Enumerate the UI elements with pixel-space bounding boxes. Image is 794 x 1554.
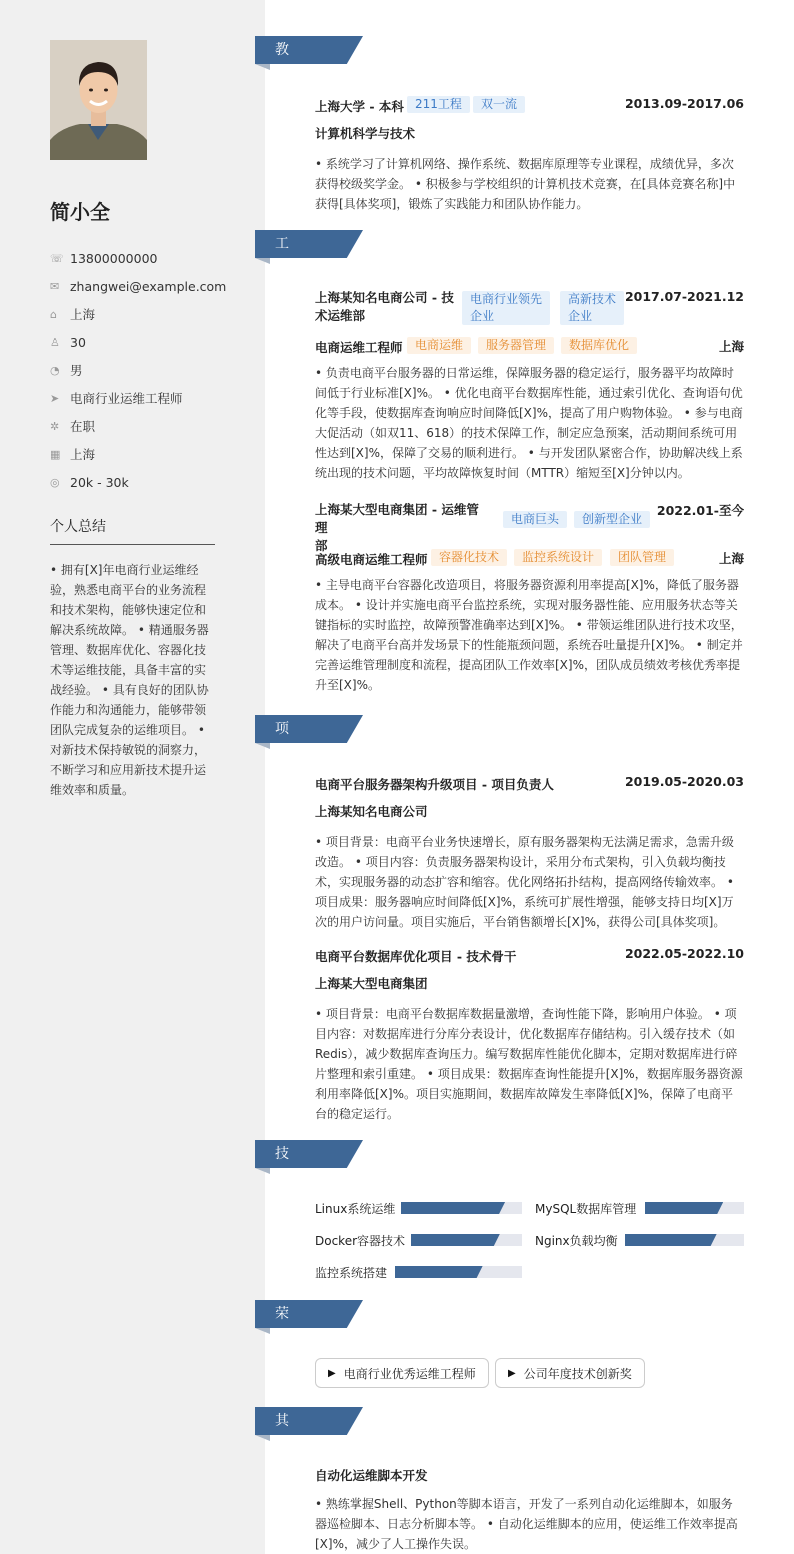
status-icon: ✲ — [50, 419, 60, 433]
company-tag: 高新技术 企业 — [560, 291, 624, 325]
skill-tag: 电商运维 — [407, 337, 471, 354]
salary-icon: ◎ — [50, 475, 60, 489]
education-desc: • 系统学习了计算机网络、操作系统、数据库原理等专业课程，成绩优异，多次获得校级奖学金。 • 积极参与学校组织的计算机技术竞赛，在[具体竞赛名称]中获得[具体奖项]，锻炼了实践能力和团队协作能力。 — [315, 157, 736, 211]
work-desc: • 负责电商平台服务器的日常运维，保障服务器的稳定运行，服务器平均故障时间低于行业标准[X]%。 • 优化电商平台数据库性能，通过索引优化、查询语句优化等手段，使数据库查询响应时间降低[X]%，提高了用户购物体验。 • 参与电商大促活动（如双11、618）的技术保障工作，制定应急预案，活动期间系统可用性达到[X]%，保障了交易的顺利进行。 • 与开发团队紧密合作，协助解决线上系统出现的技术问题，平均故障恢复时间（MTTR）缩短至[X]分钟以内。 — [315, 366, 743, 480]
project-title: 电商平台数据库优化项目 - 技术骨干 — [315, 949, 517, 964]
contact-phone — [50, 244, 226, 272]
skill-name: Linux系统运维 — [315, 1202, 396, 1216]
section-title: 教育经历 — [275, 42, 289, 142]
skill-bar — [401, 1202, 522, 1214]
section-title: 项目经历 — [275, 721, 289, 821]
section-title: 荣誉奖项 — [275, 1306, 289, 1406]
award-item[interactable] — [315, 1358, 489, 1388]
education-date: 2013.09-2017.06 — [624, 96, 744, 111]
section-title: 工作经历 — [275, 236, 289, 336]
company-tag: 电商行业领先 企业 — [462, 291, 550, 325]
contact-text: 男 — [70, 363, 83, 378]
work-location: 上海 — [718, 551, 744, 566]
project-desc: • 项目背景：电商平台业务快速增长，原有服务器架构无法满足需求，急需升级改造。 • 项目内容：负责服务器架构设计，采用分布式架构，引入负载均衡技术，实现服务器的动态扩容和缩容。优化网络拓扑结构，提高网络传输效率。 • 项目成果：服务器响应时间降低[X]%，系统可扩展性增强，能够支持日均[X]万次的用户访问量。项目实施后，平台销售额增长[X]%，获得公司[具体奖项]。 — [315, 835, 734, 929]
skill-tag: 监控系统设计 — [514, 549, 602, 566]
project-date: 2022.05-2022.10 — [624, 946, 744, 961]
contact-text: 30 — [70, 334, 86, 350]
school-tag: 211工程 — [407, 96, 470, 113]
skill-name: MySQL数据库管理 — [535, 1202, 637, 1216]
section-title: 技能专长 — [275, 1146, 289, 1246]
work-location: 上海 — [718, 339, 744, 354]
other-title: 自动化运维脚本开发 — [315, 1468, 428, 1483]
skill-name: Docker容器技术 — [315, 1234, 406, 1248]
contact-email — [50, 272, 226, 300]
skill-bar-fill — [401, 1202, 505, 1214]
work-desc: • 主导电商平台容器化改造项目，将服务器资源利用率提高[X]%，降低了服务器成本。 • 设计并实施电商平台监控系统，实现对服务器性能、应用服务状态等关键指标的实时监控，故障预警准确率达到[X]%。 • 带领运维团队进行技术攻坚，解决了电商平台高并发场景下的性能瓶颈问题，系统吞吐量提升[X]%。 • 制定并完善运维管理制度和流程，提高团队工作效率[X]%，团队成员绩效考核优秀率提升至[X]%。 — [315, 578, 743, 692]
award-label: 公司年度技术创新奖 — [523, 1366, 632, 1381]
project-company: 上海某知名电商公司 — [315, 804, 428, 819]
other-entry — [315, 1466, 744, 1554]
skill-tag: 团队管理 — [610, 549, 674, 566]
job-title: 电商运维工程师 — [315, 340, 403, 355]
project-company: 上海某大型电商集团 — [315, 976, 428, 991]
skill-bar — [395, 1266, 522, 1278]
company-name: 上海某大型电商集团 - 运维管理 部 — [315, 502, 479, 553]
home-icon: ⌂ — [50, 307, 57, 321]
play-icon: ▶ — [508, 1367, 516, 1379]
skill-tag: 数据库优化 — [561, 337, 637, 354]
work-date: 2017.07-2021.12 — [624, 289, 744, 304]
contact-gender — [50, 356, 226, 384]
contact-age — [50, 328, 226, 356]
contact-city — [50, 440, 226, 468]
sidebar — [0, 0, 265, 1554]
school-tag: 双一流 — [473, 96, 525, 113]
age-icon: ♙ — [50, 335, 60, 349]
project-entry — [315, 774, 744, 932]
building-icon: ▦ — [50, 447, 61, 461]
contact-text: 电商行业运维工程师 — [70, 391, 183, 406]
work-entry — [315, 501, 744, 695]
skill-tag: 容器化技术 — [431, 549, 507, 566]
play-icon: ▶ — [328, 1367, 336, 1379]
contact-text: zhangwei@example.com — [70, 278, 227, 294]
avatar-photo — [50, 40, 147, 160]
company-name: 上海某知名电商公司 - 技 术运维部 — [315, 290, 454, 323]
summary-title: 个人总结 — [50, 519, 106, 535]
contact-text: 上海 — [70, 307, 96, 322]
company-tag: 创新型企业 — [574, 511, 650, 528]
avatar — [50, 40, 147, 160]
contact-text: 13800000000 — [70, 250, 158, 266]
skill-bar — [625, 1234, 744, 1246]
skill-bar-fill — [411, 1234, 500, 1246]
skill-bar-fill — [395, 1266, 483, 1278]
project-title: 电商平台服务器架构升级项目 - 项目负责人 — [315, 777, 554, 792]
candidate-name: 简小全 — [50, 200, 110, 224]
summary-text: • 拥有[X]年电商行业运维经验，熟悉电商平台的业务流程和技术架构，能够快速定位和解决系统故障。 • 精通服务器管理、数据库优化、容器化技术等运维技能，具备丰富的实战经验。 • 具有良好的团队协作能力和沟通能力，能够带领团队完成复杂的运维项目。 • 对新技术保持敏锐的洞察力，不断学习和应用新技术提升运维效率和质量。 — [50, 563, 209, 797]
major: 计算机科学与技术 — [315, 126, 416, 141]
skill-name: 监控系统搭建 — [315, 1266, 388, 1280]
contact-text: 上海 — [70, 447, 96, 462]
work-entry — [315, 289, 744, 483]
project-desc: • 项目背景：电商平台数据库数据量激增，查询性能下降，影响用户体验。 • 项目内容：对数据库进行分库分表设计，优化数据库存储结构。引入缓存技术（如Redis），减少数据库查询压力。编写数据库性能优化脚本，定期对数据库进行碎片整理和索引重建。 • 项目成果：数据库查询性能提升[X]%，数据库服务器资源利用率降低[X]%。项目实施期间，数据库故障发生率降低[X]%，保障了电商平台的稳定运行。 — [315, 1007, 743, 1121]
skill-tag: 服务器管理 — [478, 337, 554, 354]
contact-status — [50, 412, 226, 440]
award-label: 电商行业优秀运维工程师 — [343, 1366, 476, 1381]
divider — [50, 544, 215, 545]
gender-icon: ◔ — [50, 363, 60, 377]
mail-icon: ✉ — [50, 279, 60, 293]
skill-bar — [411, 1234, 522, 1246]
job-title: 高级电商运维工程师 — [315, 552, 428, 567]
phone-icon: ☏ — [50, 251, 64, 265]
company-tag: 电商巨头 — [503, 511, 567, 528]
skill-bar — [645, 1202, 744, 1214]
award-item[interactable] — [495, 1358, 645, 1388]
school-name: 上海大学 - 本科 — [315, 99, 404, 114]
contact-position — [50, 384, 226, 412]
work-date: 2022.01-至今 — [656, 503, 744, 518]
contact-text: 在职 — [70, 419, 96, 434]
other-desc: • 熟练掌握Shell、Python等脚本语言，开发了一系列自动化运维脚本，如服务器巡检脚本、日志分析脚本等。 • 自动化运维脚本的应用，使运维工作效率提高[X]%，减少了人工操作失误。 — [315, 1497, 738, 1551]
skill-name: Nginx负载均衡 — [535, 1234, 618, 1248]
skill-bar-fill — [625, 1234, 717, 1246]
contact-home — [50, 300, 226, 328]
section-title: 其他信息 — [275, 1413, 289, 1513]
education-entry — [315, 96, 744, 214]
contact-text: 20k - 30k — [70, 474, 129, 490]
project-entry — [315, 946, 744, 1124]
send-icon: ➤ — [50, 391, 60, 405]
contact-list — [50, 244, 226, 496]
project-date: 2019.05-2020.03 — [624, 774, 744, 789]
skill-bar-fill — [645, 1202, 723, 1214]
contact-salary — [50, 468, 226, 496]
